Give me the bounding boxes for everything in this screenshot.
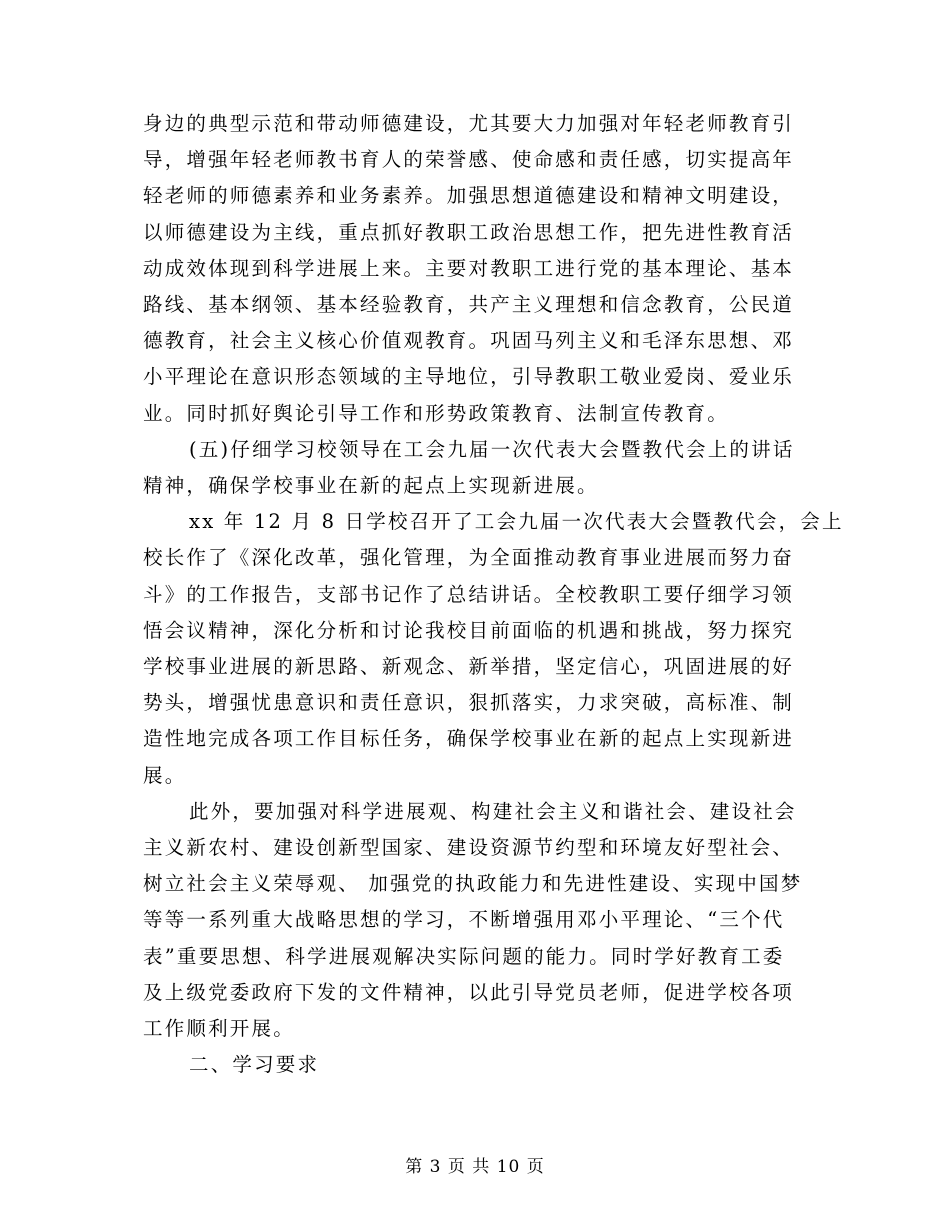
text-line: 树立社会主义荣辱观、 加强党的执政能力和先进性建设、实现中国梦 [143,872,803,896]
text-line: 动成效体现到科学进展上来。主要对教职工进行党的基本理论、基本 [143,256,795,280]
text-line: 展。 [143,763,187,787]
text-line: 轻老师的师德素养和业务素养。加强思想道德建设和精神文明建设， [143,184,795,208]
text-line: 身边的典型示范和带动师德建设，尤其要大力加强对年轻老师教育引 [143,112,795,135]
document-body [143,106,844,1083]
text-line: 工作顺利开展。 [143,1017,295,1041]
text-line: 二、学习要求 [189,1053,320,1077]
text-line: 业。同时抓好舆论引导工作和形势政策教育、法制宣传教育。 [143,401,729,425]
text-line: 路线、基本纲领、基本经验教育，共产主义理想和信念教育，公民道 [143,293,795,317]
text-line: 造性地完成各项工作目标任务，确保学校事业在新的起点上实现新进 [143,727,795,751]
page-number-footer: 第 3 页 共 10 页 [405,1157,545,1177]
text-line: 势头，增强忧患意识和责任意识，狠抓落实，力求突破，高标准、制 [143,691,795,715]
text-line: 及上级党委政府下发的文件精神，以此引导党员老师，促进学校各项 [143,980,795,1004]
text-line: 导，增强年轻老师教书育人的荣誉感、使命感和责任感，切实提高年 [143,148,795,172]
paragraph [143,794,808,1047]
text-line: 学校事业进展的新思路、新观念、新举措，坚定信心，巩固进展的好 [143,655,795,679]
text-line: 德教育，社会主义核心价值观教育。巩固马列主义和毛泽东思想、邓 [143,329,795,353]
text-line: 等等一系列重大战略思想的学习，不断增强用邓小平理论、“三个代 [143,908,785,932]
text-line: 斗》的工作报告，支部书记作了总结讲话。全校教职工要仔细学习领 [143,582,795,606]
text-line: 小平理论在意识形态领域的主导地位，引导教职工敬业爱岗、爱业乐 [143,365,795,389]
text-line: 主义新农村、建设创新型国家、建设资源节约型和环境友好型社会、 [143,836,795,860]
text-line: 校长作了《深化改革，强化管理，为全面推动教育事业进展而努力奋 [143,546,795,570]
section-heading [143,1047,808,1083]
paragraph [143,504,844,794]
subsection-heading [143,432,808,504]
text-line: 表”重要思想、科学进展观解决实际问题的能力。同时学好教育工委 [143,944,785,968]
text-line: 悟会议精神，深化分析和讨论我校目前面临的机遇和挑战，努力探究 [143,618,795,642]
text-line: 精神，确保学校事业在新的起点上实现新进展。 [143,474,599,498]
paragraph-continuation [143,106,808,432]
text-line: 以师德建设为主线，重点抓好教职工政治思想工作，把先进性教育活 [143,220,795,244]
text-line: 此外，要加强对科学进展观、构建社会主义和谐社会、建设社会 [189,799,797,823]
text-line: (五)仔细学习校领导在工会九届一次代表大会暨教代会上的讲话 [189,437,795,461]
text-line: xx 年 12 月 8 日学校召开了工会九届一次代表大会暨教代会，会上 [189,510,844,534]
